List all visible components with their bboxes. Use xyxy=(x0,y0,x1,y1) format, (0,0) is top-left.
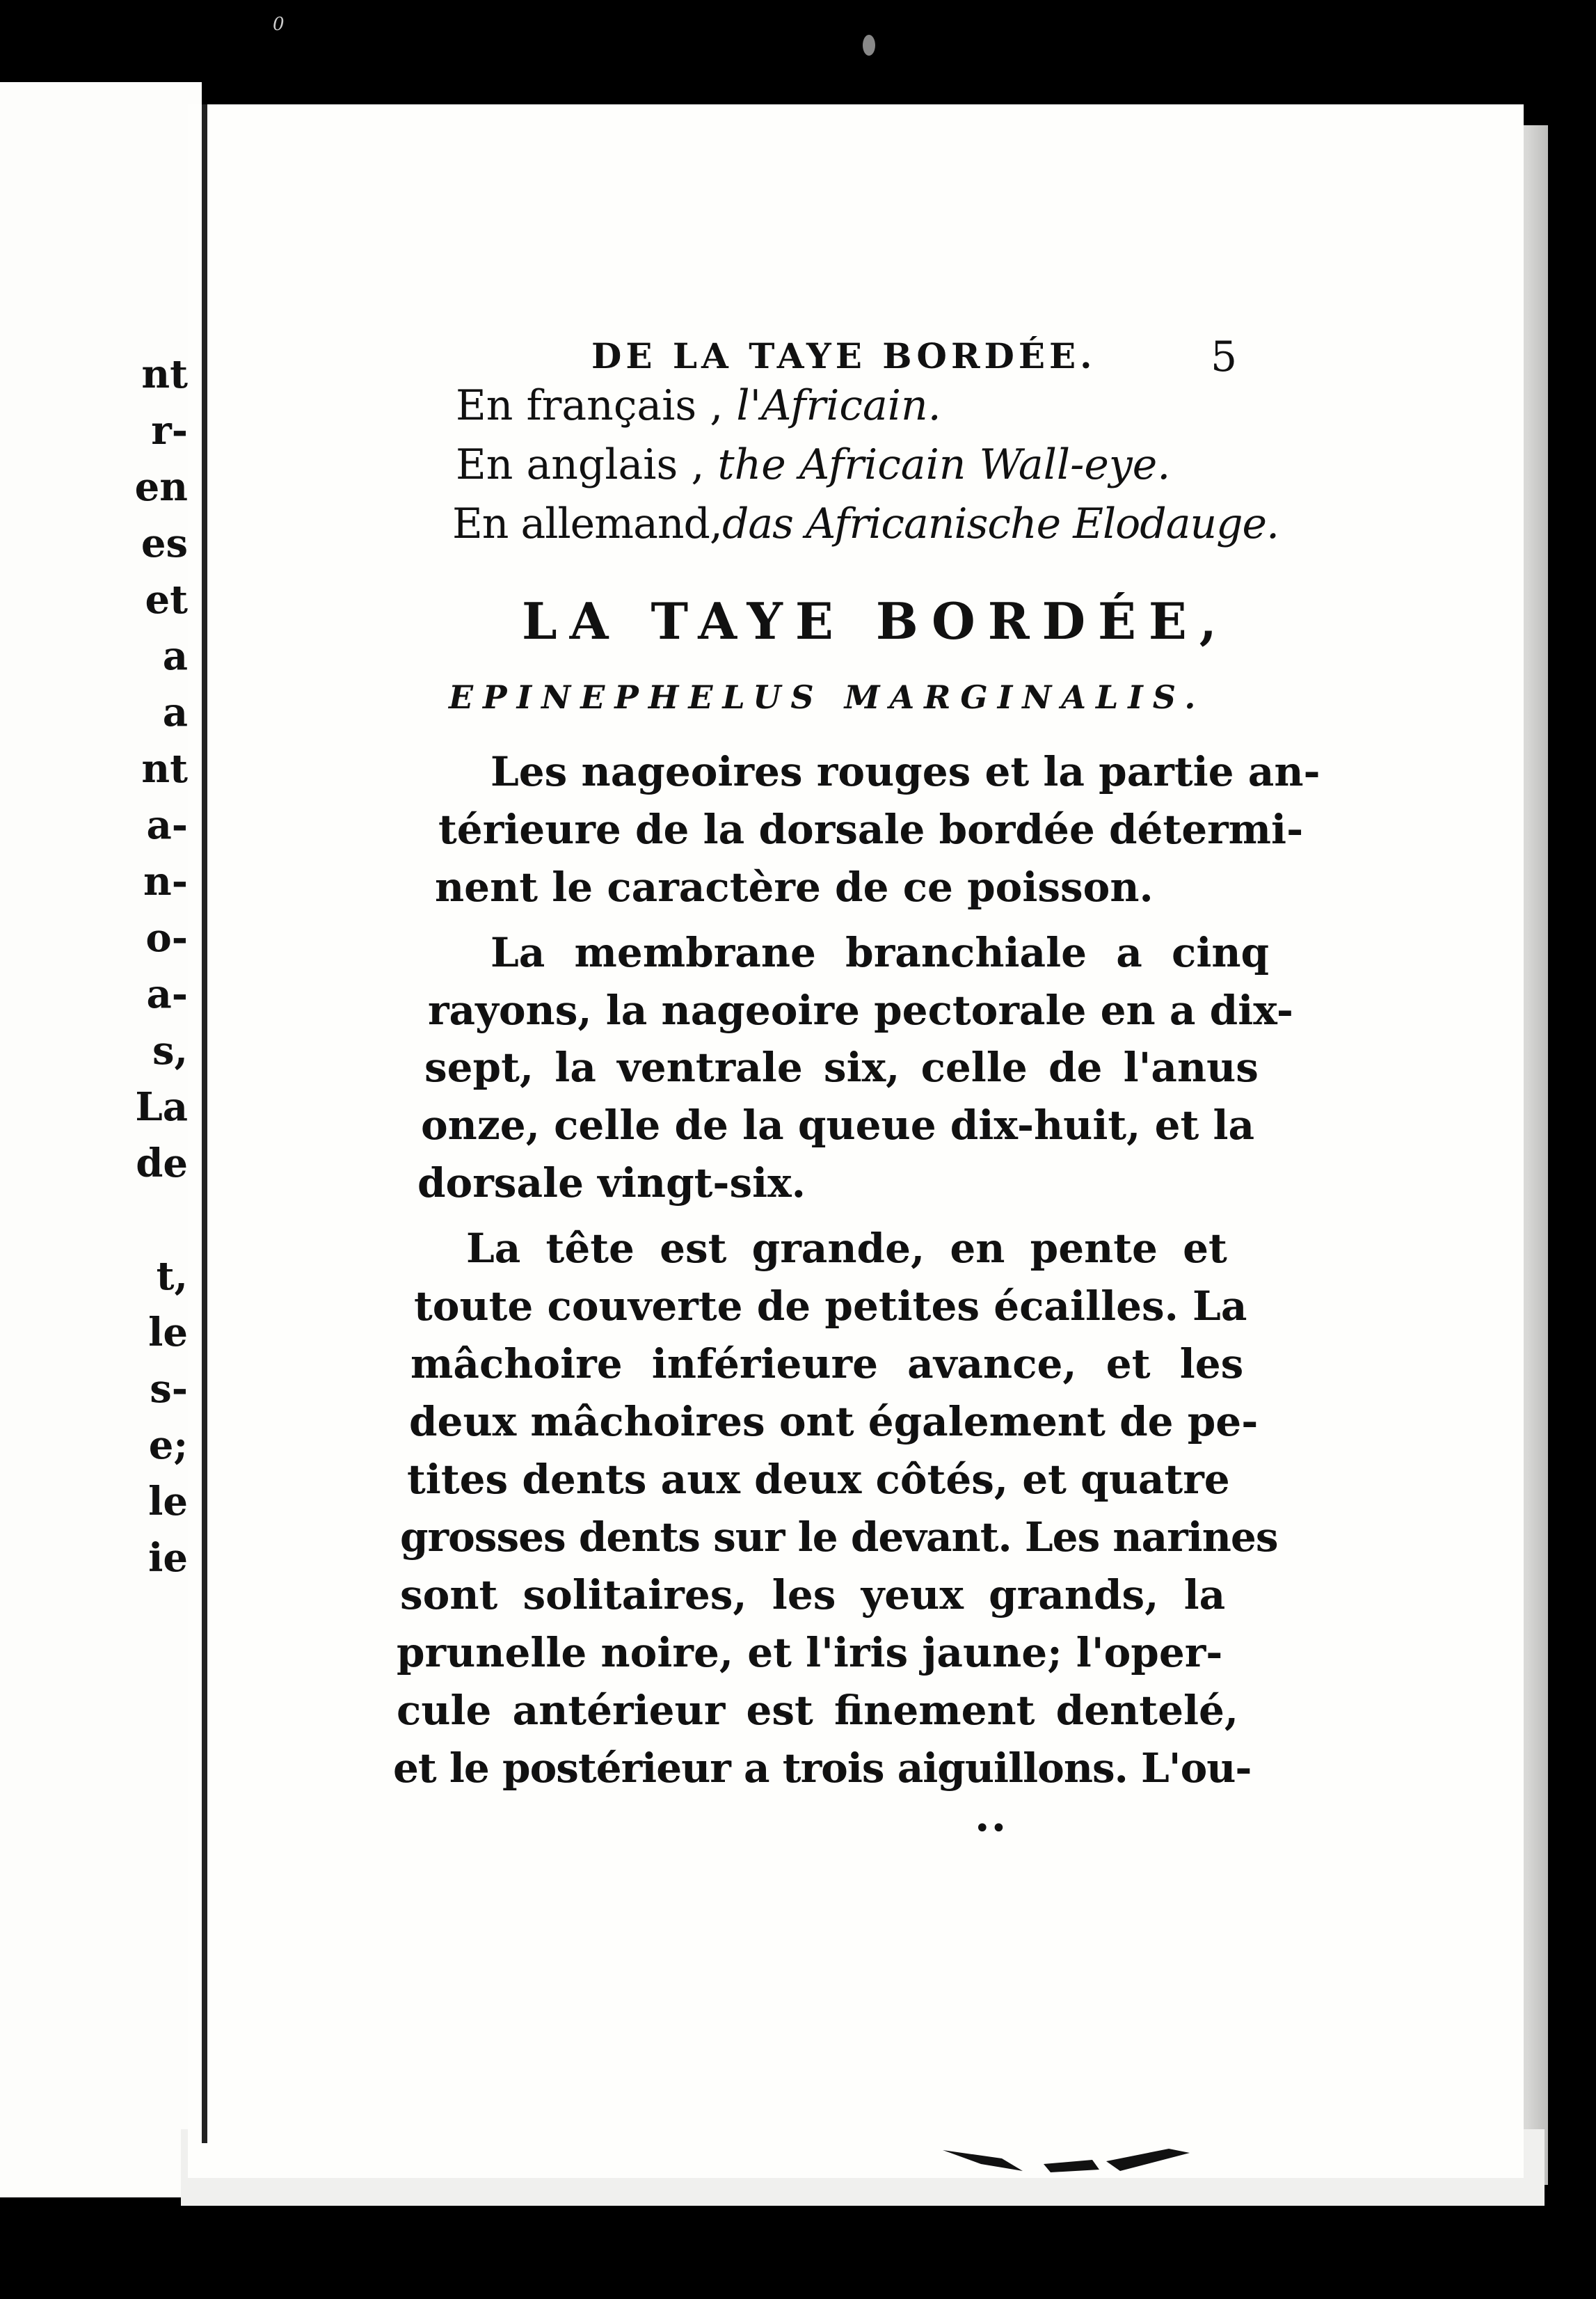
fragment: a- xyxy=(146,802,188,848)
name-value: l'Africain. xyxy=(736,381,941,430)
fragment: e; xyxy=(148,1422,188,1468)
fragment: a- xyxy=(146,971,188,1017)
facing-page xyxy=(0,82,202,2197)
fragment: le xyxy=(148,1310,188,1355)
body-line: deux mâchoires ont également de pe- xyxy=(409,1398,1259,1445)
facing-page-text xyxy=(135,347,188,1586)
fragment: s, xyxy=(152,1028,188,1074)
name-value: the Africain Wall-eye. xyxy=(717,440,1171,489)
fragment: et xyxy=(145,577,188,623)
fragment: a xyxy=(162,690,188,735)
gutter xyxy=(202,104,207,2143)
fragment: o- xyxy=(145,915,188,961)
name-prefix: En anglais , xyxy=(456,440,718,489)
fragment: ie xyxy=(148,1535,188,1581)
body-line: La membrane branchiale a cinq xyxy=(490,929,1270,976)
body-line: Les nageoires rouges et la partie an- xyxy=(490,748,1320,795)
fragment: nt xyxy=(141,351,188,397)
fragment: nt xyxy=(141,746,188,792)
fragment: le xyxy=(148,1479,188,1525)
fragment: t, xyxy=(156,1253,188,1299)
body-line: grosses dents sur le devant. Les narines xyxy=(400,1513,1278,1561)
body-line: mâchoire inférieure avance, et les xyxy=(410,1340,1244,1387)
body-line: cule antérieur est finement dentelé, xyxy=(397,1687,1239,1734)
body-line: tites dents aux deux côtés, et quatre xyxy=(407,1456,1230,1503)
body-line: onze, celle de la queue dix-huit, et la xyxy=(421,1101,1255,1149)
body-line: La tête est grande, en pente et xyxy=(466,1225,1227,1272)
body-line: sont solitaires, les yeux grands, la xyxy=(400,1571,1226,1618)
section-title: LA TAYE BORDÉE, xyxy=(522,591,1229,651)
fragment: s- xyxy=(150,1366,188,1412)
top-mark: 0 xyxy=(273,14,285,35)
body-line: térieure de la dorsale bordée détermi- xyxy=(438,806,1304,853)
fragment: n- xyxy=(143,859,188,905)
name-line-german xyxy=(452,500,1279,548)
body-line: sept, la ventrale six, celle de l'anus xyxy=(424,1044,1259,1091)
name-line-french xyxy=(456,381,941,430)
fragment: r- xyxy=(151,408,188,454)
body-line: rayons, la nageoire pectorale en a dix- xyxy=(428,987,1293,1034)
body-line: et le postérieur a trois aiguillons. L'ou- xyxy=(393,1744,1252,1792)
signature-mark: •• xyxy=(974,1813,1007,1845)
name-line-english xyxy=(456,440,1170,489)
running-title: DE LA TAYE BORDÉE. xyxy=(591,335,1096,376)
scan-speck xyxy=(863,35,875,56)
page-number: 5 xyxy=(1211,333,1238,381)
body-line: prunelle noire, et l'iris jaune; l'oper- xyxy=(397,1629,1223,1676)
fragment: a xyxy=(162,633,188,679)
fragment: es xyxy=(141,520,188,566)
name-prefix: En allemand, xyxy=(452,500,722,548)
name-prefix: En français , xyxy=(456,381,737,430)
body-line: dorsale vingt-six. xyxy=(417,1159,806,1207)
fragment: La xyxy=(135,1084,188,1130)
name-value: das Africanische Elodauge. xyxy=(721,500,1279,548)
bottom-ink-mark xyxy=(939,2143,1204,2178)
fragment: en xyxy=(134,464,188,510)
body-line: toute couverte de petites écailles. La xyxy=(414,1282,1247,1330)
fragment: de xyxy=(136,1140,188,1186)
section-subtitle: EPINEPHELUS MARGINALIS. xyxy=(449,678,1206,716)
body-line: nent le caractère de ce poisson. xyxy=(435,864,1154,911)
fragment xyxy=(135,1192,188,1248)
